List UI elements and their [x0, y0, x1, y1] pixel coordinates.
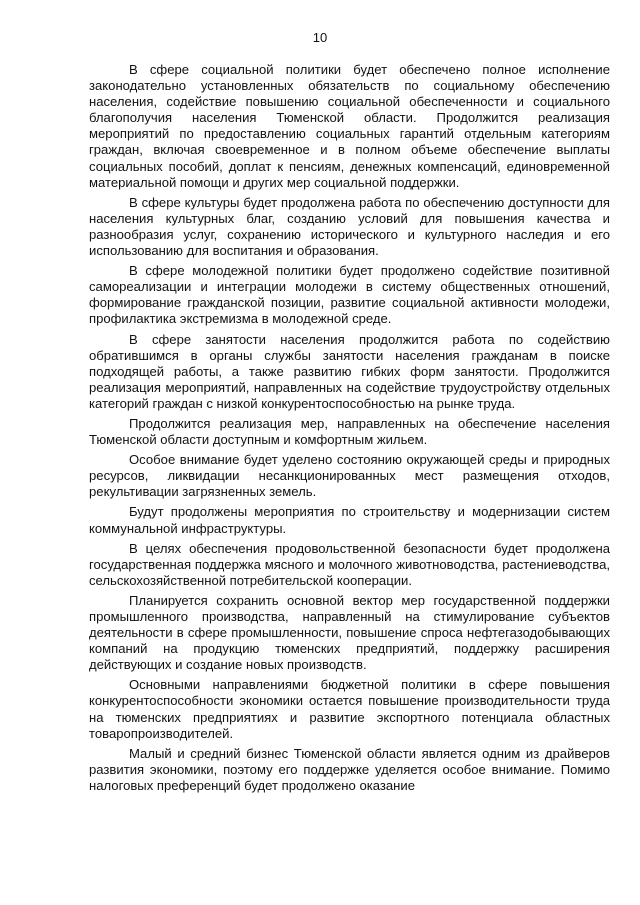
- paragraph-culture: В сфере культуры будет продолжена работа по обеспечению доступности для населения культурных благ, созданию условий для повышения качества и разнообразия услуг, сохранению исторического и культурного наследия и его использованию для воспитания и образования.: [89, 194, 610, 259]
- paragraph-competitiveness: Основными направлениями бюджетной политики в сфере повышения конкурентоспособности экономики остается повышение производительности труда на тюменских предприятиях и развитие экспортного потенциала областных товаропроизводителей.: [89, 677, 610, 741]
- paragraph-housing: Продолжится реализация мер, направленных на обеспечение населения Тюменской области доступным и комфортным жильем.: [89, 415, 610, 448]
- paragraph-employment: В сфере занятости населения продолжится работа по содействию обратившимся в органы службы занятости населения гражданам в поиске подходящей работы, а также развитию гибких форм занятости. Продолжится реализация мероприятий, направленных на содействие трудоустройству отдельных категорий граждан с низкой конкурентоспособностью на рынке труда.: [89, 331, 610, 411]
- paragraph-utilities: Будут продолжены мероприятия по строительству и модернизации систем коммунальной инфраструктуры.: [89, 504, 610, 536]
- paragraph-environment: Особое внимание будет уделено состоянию окружающей среды и природных ресурсов, ликвидации несанкционированных мест размещения отходов, рекультивации загрязненных земель.: [89, 452, 610, 500]
- page-number: 10: [312, 30, 328, 45]
- paragraph-industry: Планируется сохранить основной вектор мер государственной поддержки промышленного производства, направленный на стимулирование субъектов деятельности в сфере промышленности, повышение спроса нефтегазодобывающих компаний на продукцию тюменских предприятий, поддержку расширения действующих и создание новых производств.: [89, 592, 610, 673]
- paragraph-food-security: В целях обеспечения продовольственной безопасности будет продолжена государственная поддержка мясного и молочного животноводства, растениеводства, сельскохозяйственной потребительской кооперации.: [89, 540, 610, 588]
- paragraph-social-policy: В сфере социальной политики будет обеспечено полное исполнение законодательно установленных обязательств по социальному обеспечению населения, содействие повышению социальной обеспеченности и социального благополучия населения Тюменской области. Продолжится реализация мероприятий по предоставлению социальных гарантий отдельным категориям граждан, включая своевременное и в полном объеме обеспечение выплаты социальных пособий, доплат к пенсиям, денежных компенсаций, единовременной материальной помощи и других мер социальной поддержки.: [89, 62, 610, 190]
- paragraph-small-business: Малый и средний бизнес Тюменской области является одним из драйверов развития экономики, поэтому его поддержке уделяется особое внимание. Помимо налоговых преференций будет продолжено оказание: [89, 745, 610, 793]
- paragraph-youth-policy: В сфере молодежной политики будет продолжено содействие позитивной самореализации и интеграции молодежи в систему общественных отношений, формирование гражданской позиции, развитие социальной активности молодежи, профилактика экстремизма в молодежной среде.: [89, 263, 610, 327]
- document-body: [89, 62, 610, 798]
